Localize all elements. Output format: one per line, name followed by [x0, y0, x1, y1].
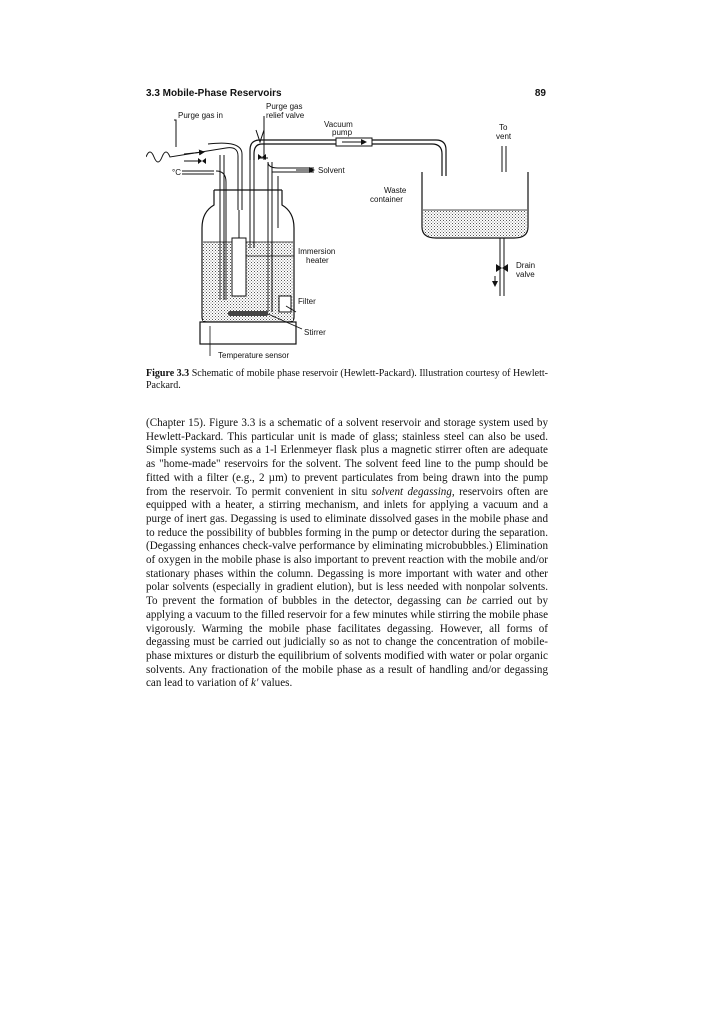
- label-immersion: Immersion: [298, 247, 336, 256]
- label-drain: Drain: [516, 261, 536, 270]
- purge-gas-line: [146, 120, 242, 210]
- body-text-part-4: values.: [258, 677, 293, 690]
- stirrer-plate: [200, 322, 296, 344]
- body-emphasis-k-prime: k': [251, 677, 259, 690]
- label-degrees-c: °C: [172, 168, 181, 177]
- filter: [279, 296, 291, 312]
- label-heater: heater: [306, 256, 329, 265]
- label-filter: Filter: [298, 297, 316, 306]
- body-emphasis-solvent-degassing: solvent degassing,: [371, 485, 455, 498]
- label-solvent: Solvent: [318, 166, 345, 175]
- label-purge-gas: Purge gas: [266, 102, 303, 111]
- label-temperature-sensor: Temperature sensor: [218, 351, 290, 360]
- label-vent: vent: [496, 132, 512, 141]
- caption-label: Figure 3.3: [146, 368, 190, 379]
- immersion-heater: [232, 238, 246, 296]
- figure-reservoir-schematic: [146, 100, 546, 368]
- label-valve: valve: [516, 270, 535, 279]
- drain-line: [500, 238, 504, 296]
- body-text-part-1: (Chapter 15). Figure 3.3 is a schematic of a solvent reservoir and storage system used by Hewlett-Packard. This particular unit is made of glass; stainless steel can also be used. Simple systems such as a 1-l Erlenmeyer flask plus a magnetic stirrer often are adequate as "home-made" reservoirs for the solvent. The solvent feed line to the pump should be fitted with a filter (e.g., 2 µm) to prevent particulates from being drawn into the pump from the reservoir. To permit convenient in situ: [146, 417, 548, 498]
- vent-line: [502, 146, 506, 172]
- reservoir-diagram: [146, 100, 546, 368]
- label-vacuum: Vacuum: [324, 120, 353, 129]
- body-text-part-2: reservoirs often are equipped with a heater, a stirring mechanism, and inlets for applying a vacuum and a purge of inert gas. Degassing is used to eliminate dissolved gases in the mobile phase and to reduce the possibility of bubbles forming in the pump or detector during the separation. (Degassing enhances check-valve performance by eliminating microbubbles.) Elimination of oxygen in the mobile phase is also important to prevent reaction with the mobile and/or stationary phases within the column. Degassing is more important with water and other polar solvents (especially in gradient elution), but is less needed with nonpolar solvents. To prevent the formation of bubbles in the detector, degassing can: [146, 485, 548, 608]
- drain-valve-icon: [496, 264, 508, 272]
- label-stirrer: Stirrer: [304, 328, 326, 337]
- label-purge-gas-in: Purge gas in: [178, 111, 223, 120]
- label-waste: Waste: [384, 186, 407, 195]
- vacuum-valve-icon: [258, 154, 266, 160]
- purge-valve-icon: [198, 158, 206, 164]
- label-to: To: [499, 123, 508, 132]
- stir-bar: [228, 311, 268, 316]
- waste-container: [422, 172, 528, 238]
- figure-caption: [146, 368, 548, 392]
- label-container: container: [370, 195, 403, 204]
- label-pump: pump: [332, 128, 353, 137]
- label-relief-valve: relief valve: [266, 111, 305, 120]
- page-number: 89: [534, 88, 546, 99]
- caption-text: Schematic of mobile phase reservoir (Hewlett-Packard). Illustration courtesy of Hewlett-Packard.: [146, 368, 548, 391]
- body-emphasis-be: be: [466, 595, 477, 608]
- body-paragraph: [146, 417, 548, 691]
- body-text-part-3: carried out by applying a vacuum to the filled reservoir for a few minutes while stirring the mobile phase vigorously. Warming the mobile phase facilitates degassing. However, all forms of degassing must be carried out judicially so as not to change the concentration of mobile-phase mixtures or disturb the equilibrium of solvents modified with water or polar organic solvents. Any fractionation of the mobile phase as a result of handling and/or degassing can lead to variation of: [146, 595, 548, 690]
- section-title: 3.3 Mobile-Phase Reservoirs: [146, 88, 282, 99]
